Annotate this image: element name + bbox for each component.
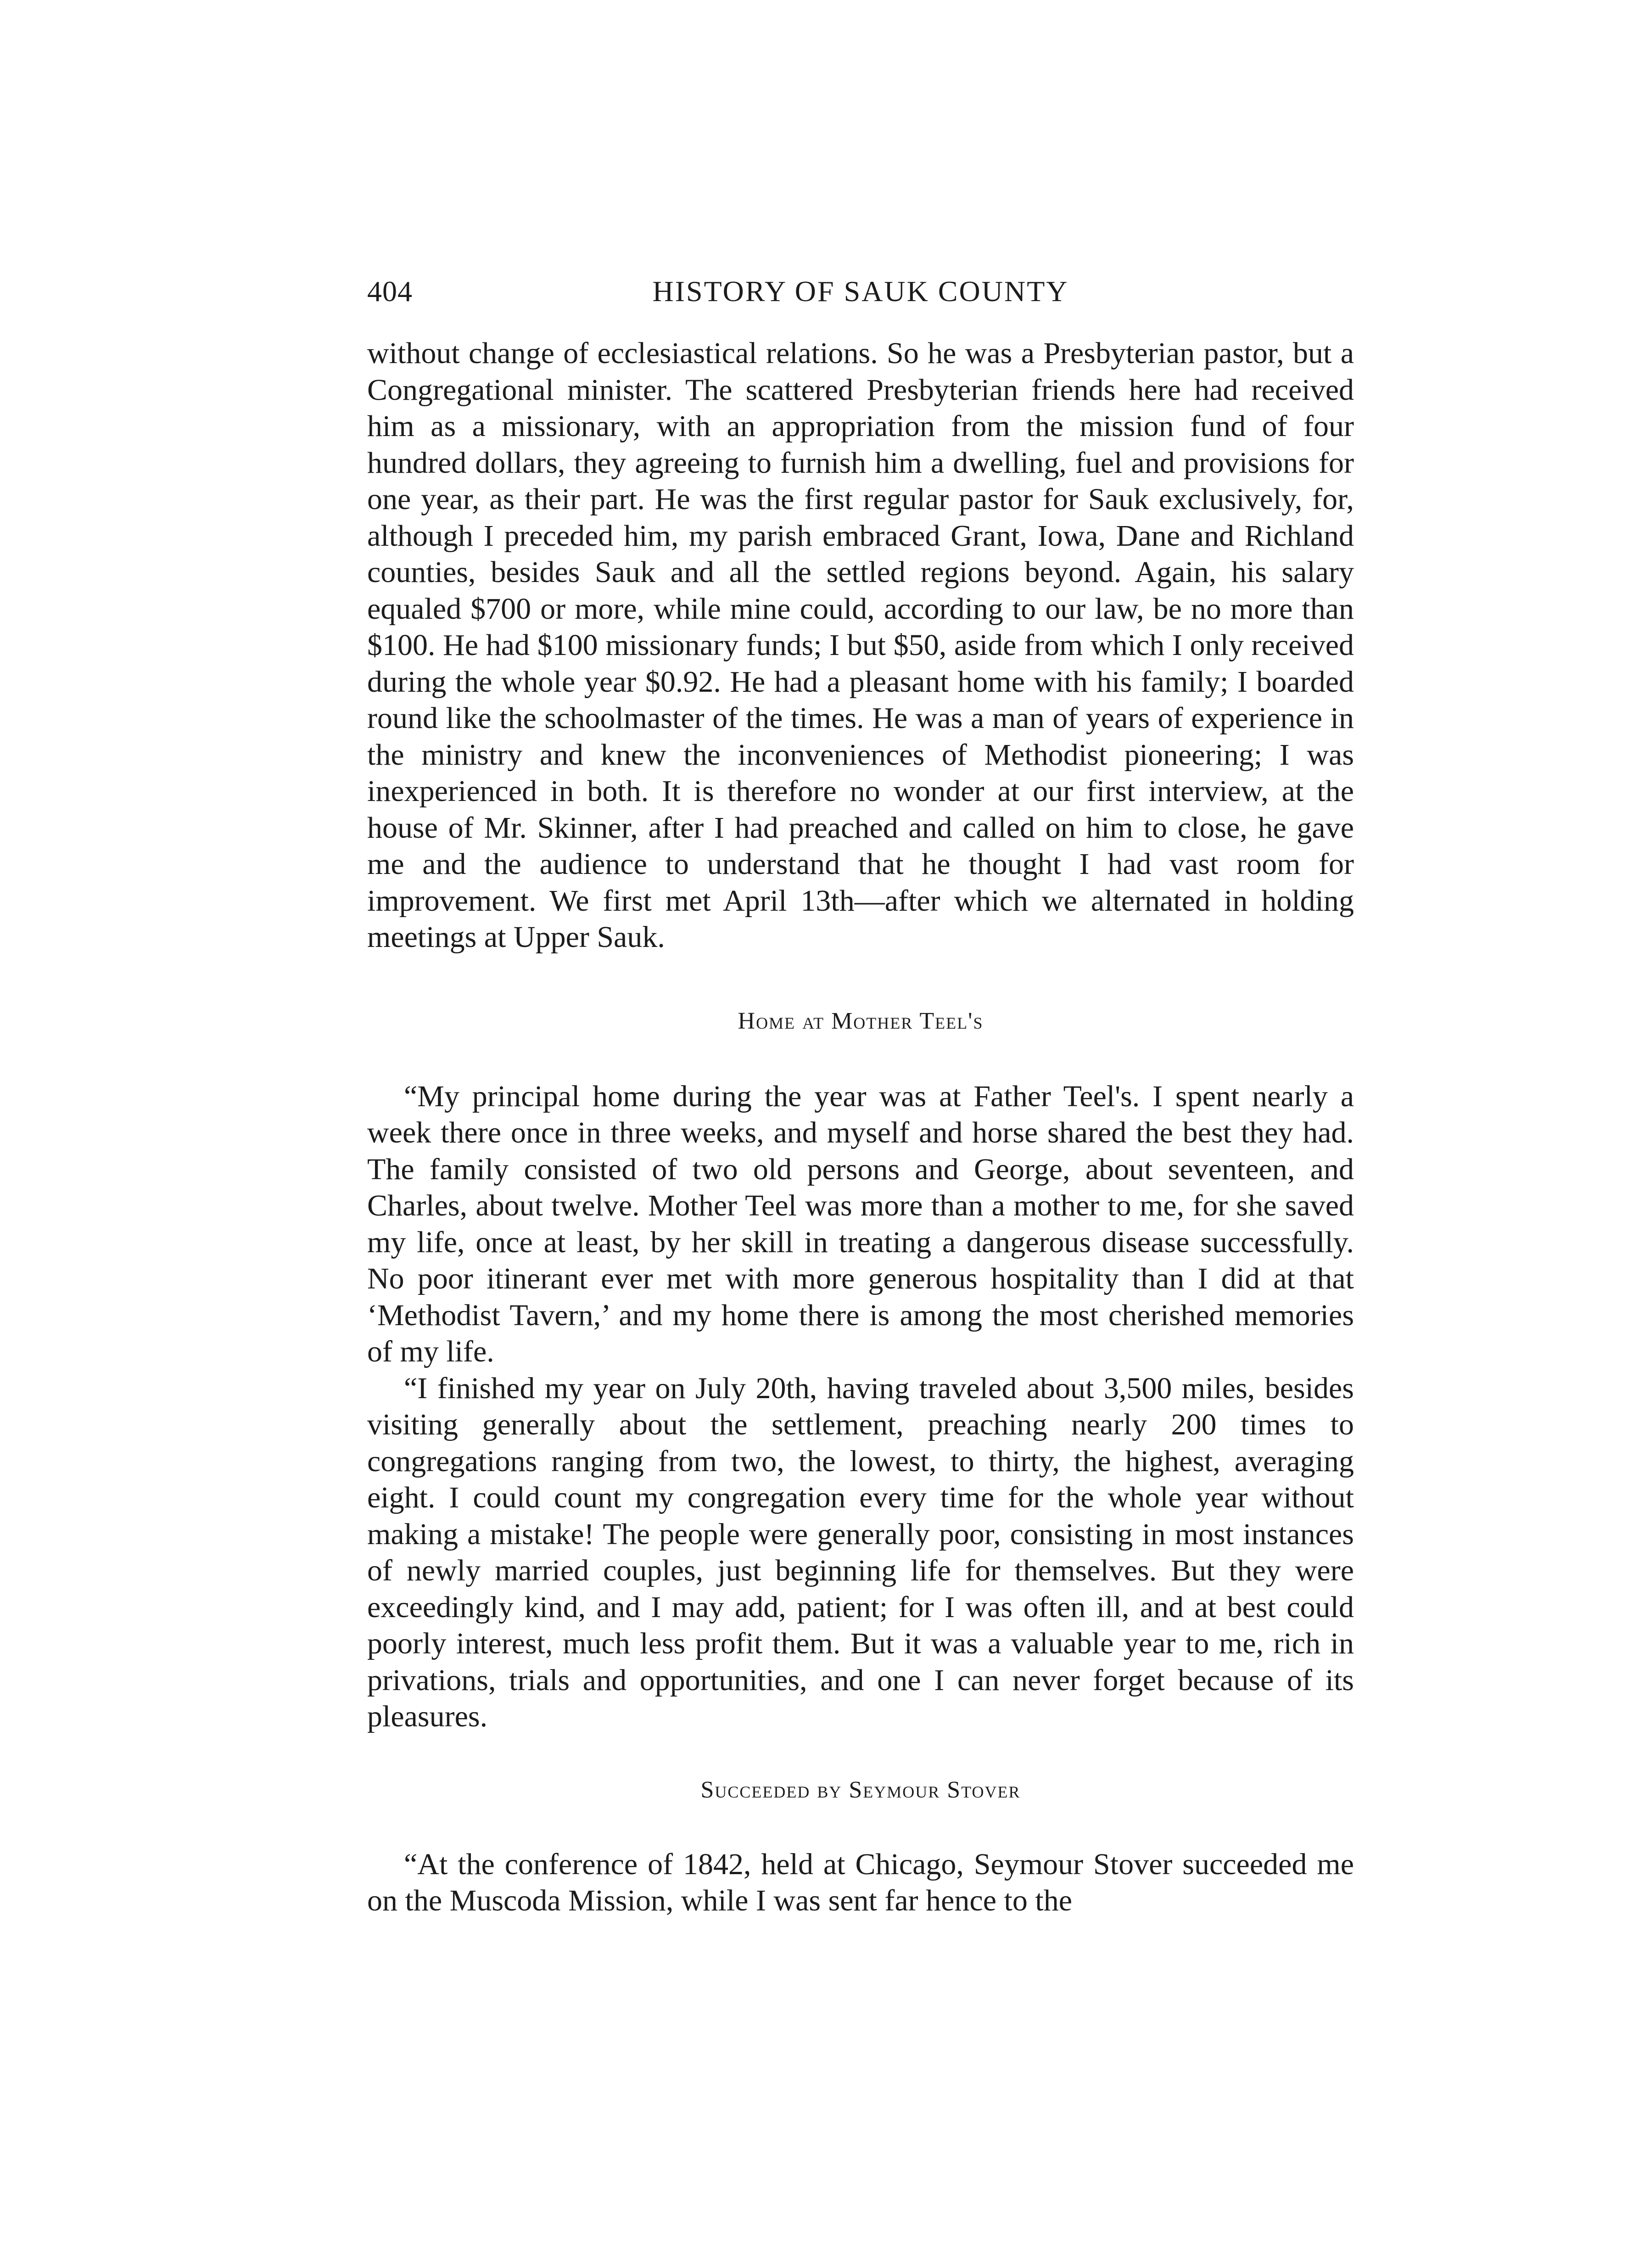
paragraph-father-teels-home: “My principal home during the year was at Father Teel's. I spent nearly a week there once in three weeks, and myself and horse shared the best they had. The family consisted of two old persons and George, about seventeen, and Charles, about twelve. Mother Teel was more than a mother to me, for she saved my life, once at least, by her skill in treating a dangerous disease successfully. No poor itinerant ever met with more generous hospitality than I did at that ‘Methodist Tavern,’ and my home there is among the most cherished memories of my life.	[367, 1079, 1354, 1368]
paragraph-conference-1842: “At the conference of 1842, held at Chicago, Seymour Stover succeeded me on the Muscoda Mission, while I was sent far hence to the	[367, 1847, 1354, 1917]
paragraph-finished-year: “I finished my year on July 20th, having traveled about 3,500 miles, besides visiting generally about the settlement, preaching nearly 200 times to congregations ranging from two, the lowest, to thirty, the highest, averaging eight. I could count my congregation every time for the whole year without making a mistake! The people were generally poor, consisting in most instances of newly married couples, just beginning life for themselves. But they were exceedingly kind, and I may add, patient; for I was often ill, and at best could poorly interest, much less profit them. But it was a valuable year to me, rich in privations, trials and opportunities, and one I can never forget because of its pleasures.	[367, 1371, 1354, 1733]
running-head: HISTORY OF SAUK COUNTY	[652, 275, 1069, 308]
page-number: 404	[367, 275, 413, 308]
section-heading-home-at-mother-teels: Home at Mother Teel's	[738, 1008, 984, 1034]
page-header	[367, 271, 1354, 312]
body-text	[367, 335, 1354, 1919]
paragraph-continued: without change of ecclesiastical relations. So he was a Presbyterian pastor, but a Congregational minister. The scattered Presbyterian friends here had received him as a missionary, with an appropriation from the mission fund of four hundred dollars, they agreeing to furnish him a dwelling, fuel and provisions for one year, as their part. He was the first regular pastor for Sauk exclusively, for, although I preceded him, my parish embraced Grant, Iowa, Dane and Richland counties, besides Sauk and all the settled regions beyond. Again, his salary equaled $700 or more, while mine could, according to our law, be no more than $100. He had $100 missionary funds; I but $50, aside from which I only received during the whole year $0.92. He had a pleasant home with his family; I boarded round like the schoolmaster of the times. He was a man of years of experience in the ministry and knew the inconveniences of Methodist pioneering; I was inexperienced in both. It is therefore no wonder at our first interview, at the house of Mr. Skinner, after I had preached and called on him to close, he gave me and the audience to understand that he thought I had vast room for improvement. We first met April 13th—after which we alternated in holding meetings at Upper Sauk.	[367, 336, 1354, 954]
section-heading-succeeded-by-seymour-stover: Succeeded by Seymour Stover	[700, 1776, 1021, 1803]
